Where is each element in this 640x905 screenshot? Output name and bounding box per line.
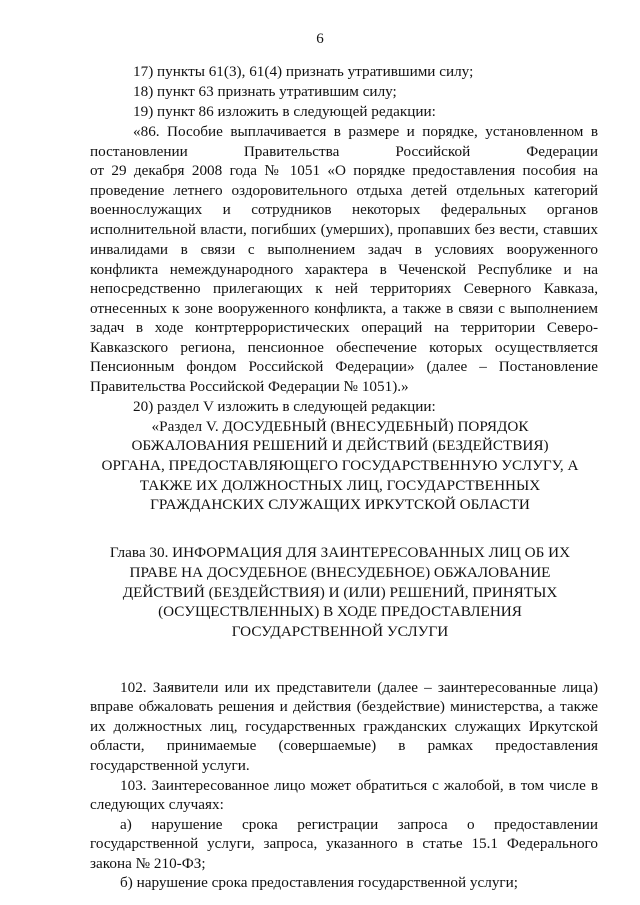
paragraph-line: 102. Заявители или их представители (далее – заинтересованные лица)	[120, 679, 598, 696]
page-number: 6	[316, 31, 324, 47]
chapter-heading-line: ГОСУДАРСТВЕННОЙ УСЛУГИ	[231, 623, 449, 640]
paragraph-line: вправе обжаловать решения и действия (бездействие) министерства, а также	[90, 698, 598, 715]
paragraph-line: постановлении Правительства Российской Федерации	[90, 143, 598, 160]
paragraph-line: б) нарушение срока предоставления государственной услуги;	[120, 874, 518, 891]
paragraph-line: непосредственно прилегающих к ней территориях Северного Кавказа,	[90, 280, 598, 297]
section-heading-line: ОРГАНА, ПРЕДОСТАВЛЯЮЩЕГО ГОСУДАРСТВЕННУЮ УСЛУГУ, А	[101, 457, 579, 474]
paragraph-line: государственной услуги.	[90, 757, 250, 774]
paragraph-line: следующих случаях:	[90, 796, 224, 813]
paragraph-line: инвалидами в связи с выполнением задач в условиях вооруженного	[90, 241, 598, 258]
paragraph-line: исполнительной власти, погибших (умерших), пропавших без вести, ставших	[90, 221, 598, 238]
paragraph-line: Правительства Российской Федерации № 1051).»	[90, 378, 409, 395]
paragraph-line: государственной услуги, запроса, указанного в статье 15.1 Федерального	[90, 835, 598, 852]
chapter-heading-line: ПРАВЕ НА ДОСУДЕБНОЕ (ВНЕСУДЕБНОЕ) ОБЖАЛОВАНИЕ	[129, 564, 551, 581]
paragraph-line: конфликта немеждународного характера в Чеченской Республике и на	[90, 261, 598, 278]
paragraph-line: области, принимаемые (совершаемые) в рамках предоставления	[90, 737, 598, 754]
chapter-heading-line: Глава 30. ИНФОРМАЦИЯ ДЛЯ ЗАИНТЕРЕСОВАННЫХ ЛИЦ ОБ ИХ	[109, 544, 571, 561]
paragraph-line: а) нарушение срока регистрации запроса о предоставлении	[120, 816, 598, 833]
section-heading-line: ГРАЖДАНСКИХ СЛУЖАЩИХ ИРКУТСКОЙ ОБЛАСТИ	[150, 496, 530, 513]
paragraph-line: Пенсионным фондом Российской Федерации» (далее – Постановление	[90, 358, 598, 375]
chapter-heading-line: (ОСУЩЕСТВЛЕННЫХ) В ХОДЕ ПРЕДОСТАВЛЕНИЯ	[158, 603, 522, 620]
paragraph-line: военнослужащих и сотрудников некоторых федеральных органов	[90, 201, 598, 218]
paragraph-line: от 29 декабря 2008 года № 1051 «О порядке предоставления пособия на	[90, 162, 598, 179]
section-heading-line: ТАКЖЕ ИХ ДОЛЖНОСТНЫХ ЛИЦ, ГОСУДАРСТВЕННЫХ	[139, 477, 541, 494]
paragraph-line: отнесенных к зоне вооруженного конфликта, а также в связи с выполнением	[90, 300, 598, 317]
paragraph-line: закона № 210-ФЗ;	[90, 855, 206, 872]
paragraph-line: 20) раздел V изложить в следующей редакции:	[133, 398, 436, 415]
paragraph-line: «86. Пособие выплачивается в размере и порядке, установленном в	[133, 123, 598, 140]
chapter-heading-line: ДЕЙСТВИЙ (БЕЗДЕЙСТВИЯ) И (ИЛИ) РЕШЕНИЙ, ПРИНЯТЫХ	[122, 584, 558, 601]
paragraph-line: Кавказского региона, пенсионное обеспечение которых осуществляется	[90, 339, 598, 356]
paragraph-line: задач в ходе контртеррористических операций на территории Северо-	[90, 319, 598, 336]
paragraph-line: 18) пункт 63 признать утратившим силу;	[133, 83, 397, 100]
paragraph-line: 19) пункт 86 изложить в следующей редакции:	[133, 103, 436, 120]
paragraph-line: 103. Заинтересованное лицо может обратиться с жалобой, в том числе в	[120, 777, 598, 794]
section-heading-line: ОБЖАЛОВАНИЯ РЕШЕНИЙ И ДЕЙСТВИЙ (БЕЗДЕЙСТВИЯ)	[131, 437, 549, 454]
paragraph-line: проведение летнего оздоровительного отдыха детей отдельных категорий	[90, 182, 598, 199]
paragraph-line: их должностных лиц, государственных гражданских служащих Иркутской	[90, 718, 598, 735]
section-heading-line: «Раздел V. ДОСУДЕБНЫЙ (ВНЕСУДЕБНЫЙ) ПОРЯДОК	[151, 418, 529, 435]
paragraph-line: 17) пункты 61(3), 61(4) признать утратившими силу;	[133, 63, 474, 80]
